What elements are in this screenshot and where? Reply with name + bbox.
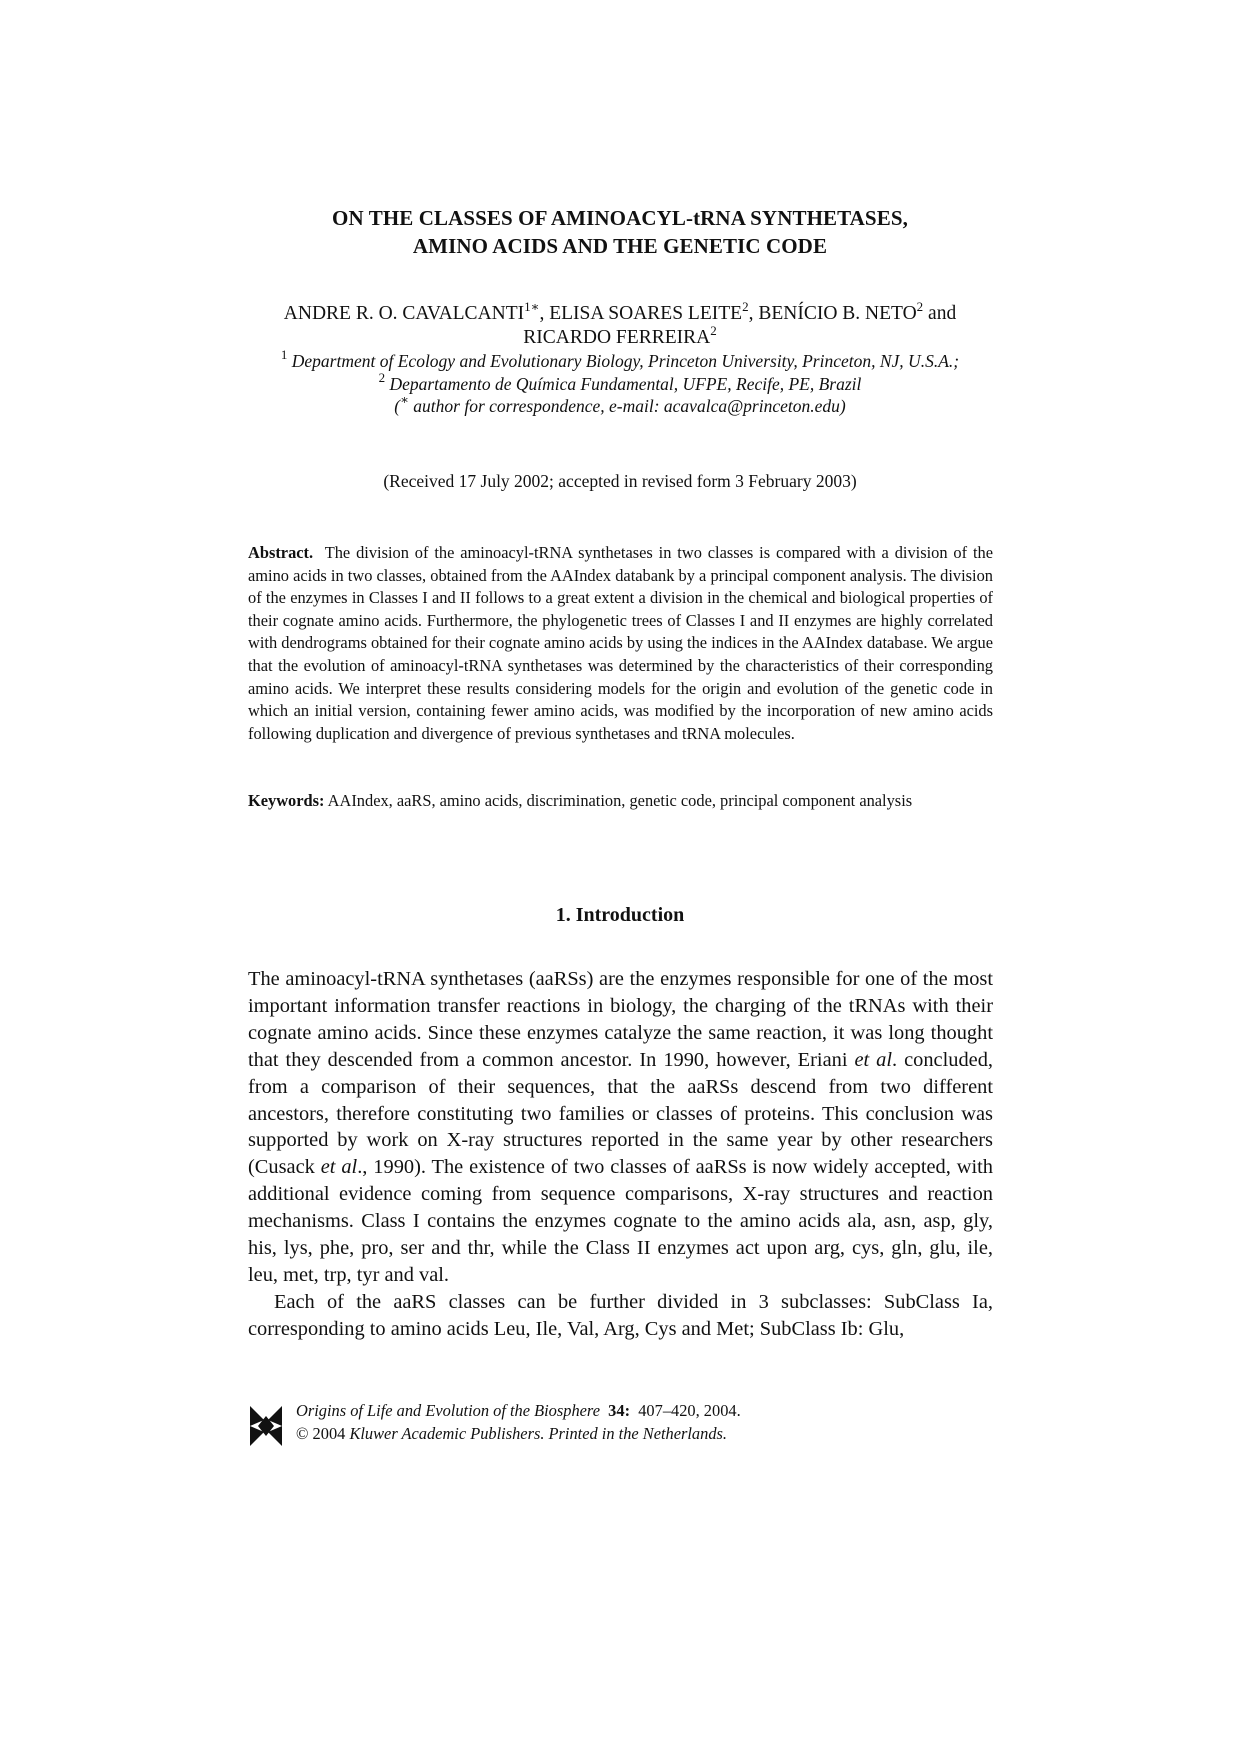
publisher: Kluwer Academic Publishers. Printed in the Netherlands. <box>349 1423 727 1443</box>
title-line-1: ON THE CLASSES OF AMINOACYL-tRNA SYNTHETASES, <box>332 206 908 230</box>
author-superscript: 1∗ <box>524 298 540 314</box>
correspondence-text: author for correspondence, e-mail: acavalca@princeton.edu) <box>408 396 846 416</box>
introduction-body <box>248 966 993 1343</box>
footer-line-2 <box>296 1423 741 1446</box>
copyright: © 2004 <box>296 1423 350 1443</box>
footer-line-1 <box>296 1400 741 1423</box>
citation-et-al: et al <box>854 1048 893 1071</box>
paragraph-text: . concluded, from a comparison of their sequences, that the aaRSs descend from two different ancestors, therefore constituting two families or classes of proteins. This conclusion was supported by work on X-ray structures reported in the same year by other researchers (Cusack <box>248 1048 993 1179</box>
citation-et-al: et al <box>320 1156 358 1179</box>
affiliation-2 <box>180 369 1060 396</box>
affiliations <box>180 347 1060 418</box>
section-heading-introduction: 1. Introduction <box>555 904 685 926</box>
author-separator: , <box>539 303 550 324</box>
journal-pages: 407–420, 2004. <box>638 1401 741 1420</box>
footer-citation <box>296 1400 741 1445</box>
author-conjunction: and <box>923 303 957 324</box>
paragraph-text: The aminoacyl-tRNA synthetases (aaRSs) are the enzymes responsible for one of the most important information transfer reactions in biology, the charging of the tRNAs with their cognate amino acids. Since these enzymes catalyze the same reaction, it was long thought that they descended from a common ancestor. In 1990, however, Eriani <box>248 968 993 1071</box>
affiliation-text: Departamento de Química Fundamental, UFPE, Recife, PE, Brazil <box>389 373 862 394</box>
keywords-text: AAIndex, aaRS, amino acids, discrimination, genetic code, principal component analysis <box>324 791 913 810</box>
received-dates: (Received 17 July 2002; accepted in revised form 3 February 2003) <box>383 471 857 491</box>
paragraph-text: ., 1990). The existence of two classes of aaRSs is now widely accepted, with additional evidence coming from sequence comparisons, X-ray structures and reaction mechanisms. Class I contains the enzymes cognate to the amino acids ala, asn, asp, gly, his, lys, phe, pro, ser and thr, while the Class II enzymes act upon arg, cys, gln, glu, ile, leu, met, trp, tyr and val. <box>248 1156 993 1286</box>
correspondence-note <box>180 392 1060 418</box>
paper-title <box>200 204 1040 260</box>
author-name: BENÍCIO B. NETO <box>758 303 917 324</box>
author-superscript: 2 <box>710 322 717 338</box>
author-line-2 <box>200 322 1040 350</box>
paragraph <box>248 966 993 1289</box>
journal-volume: 34: <box>608 1401 631 1420</box>
abstract-label: Abstract. <box>248 543 314 562</box>
journal-footer <box>248 1400 1008 1450</box>
author-name: ELISA SOARES LEITE <box>549 303 743 324</box>
abstract-text: The division of the aminoacyl-tRNA synthetases in two classes is compared with a division of the amino acids in two classes, obtained from the AAIndex databank by a principal component analysis. The division of the enzymes in Classes I and II follows to a great extent a division in the chemical and biological properties of their cognate amino acids. Furthermore, the phylogenetic trees of Classes I and II enzymes are highly correlated with dendrograms obtained for their cognate amino acids by using the indices in the AAIndex database. We argue that the evolution of aminoacyl-tRNA synthetases was determined by the characteristics of their corresponding amino acids. We interpret these results considering models for the origin and evolution of the genetic code in which an initial version, containing fewer amino acids, was modified by the incorporation of new amino acids following duplication and divergence of previous synthetases and tRNA molecules. <box>248 543 993 743</box>
author-name: ANDRE R. O. CAVALCANTI <box>283 303 525 324</box>
correspondence-marker: ∗ <box>400 392 409 408</box>
author-list <box>200 298 1040 350</box>
affiliation-text: Department of Ecology and Evolutionary Biology, Princeton University, Princeton, NJ, U.S.A.; <box>291 351 960 371</box>
keywords <box>248 790 1008 812</box>
author-name: RICARDO FERREIRA <box>523 327 711 348</box>
paragraph: Each of the aaRS classes can be further divided in 3 subclasses: SubClass Ia, corresponding to amino acids Leu, Ile, Val, Arg, Cys and Met; SubClass Ib: Glu, <box>248 1290 993 1340</box>
affiliation-1 <box>180 347 1060 373</box>
affiliation-marker: 1 <box>280 347 288 363</box>
author-superscript: 2 <box>742 298 749 314</box>
author-line-1 <box>200 298 1040 326</box>
author-superscript: 2 <box>916 298 924 314</box>
correspondence-open: ( <box>394 396 401 416</box>
author-separator: , <box>748 303 759 324</box>
keywords-label: Keywords: <box>248 791 325 810</box>
title-line-2: AMINO ACIDS AND THE GENETIC CODE <box>412 234 828 258</box>
affiliation-marker: 2 <box>378 369 386 385</box>
journal-name: Origins of Life and Evolution of the Biosphere <box>296 1401 600 1420</box>
abstract <box>248 542 993 745</box>
publisher-logo-icon <box>248 1404 284 1448</box>
